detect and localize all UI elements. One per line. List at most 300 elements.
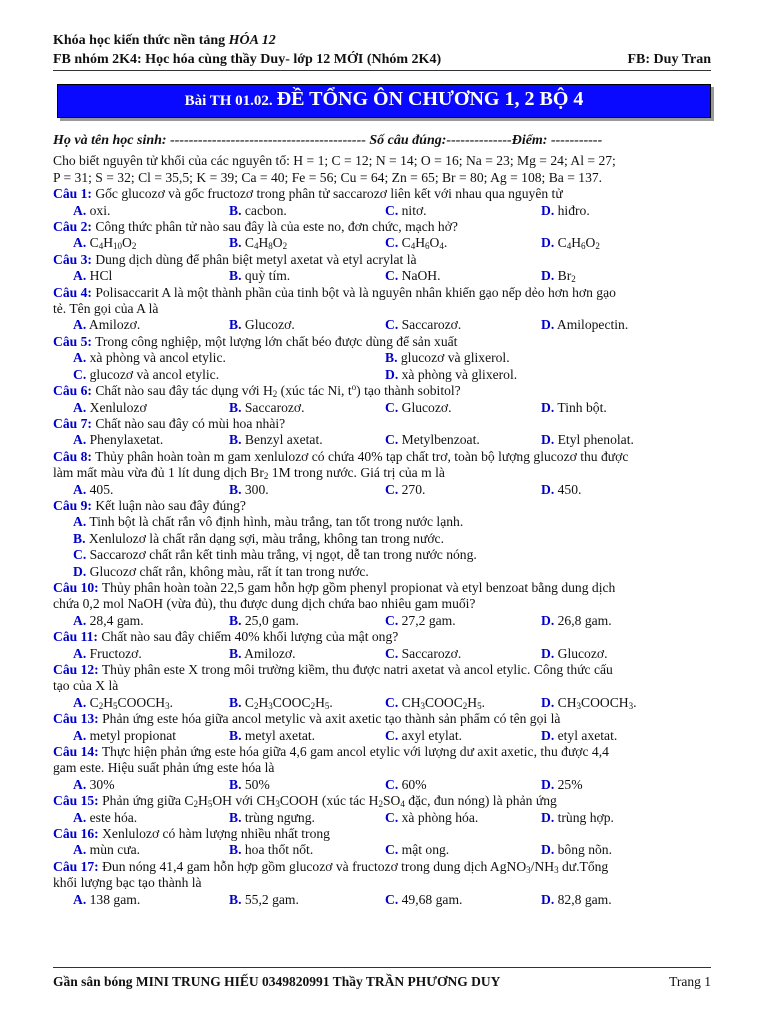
option-label: B. (385, 350, 398, 366)
answer-option[interactable] (385, 777, 541, 793)
question-number: Câu 5: (53, 333, 92, 349)
answer-option[interactable] (73, 482, 229, 498)
option-label: D. (541, 268, 555, 284)
option-label: D. (541, 727, 555, 743)
option-label: C. (385, 612, 399, 628)
option-text: nitơ. (401, 202, 427, 218)
option-label: D. (541, 399, 555, 415)
option-text: Saccarozơ. (401, 645, 462, 661)
option-text: 27,2 gam. (401, 612, 456, 628)
option-label: A. (73, 268, 87, 284)
course-name: HÓA 12 (228, 33, 276, 48)
option-text: $C_4H_{10}O_2$ (89, 235, 137, 252)
option-text: xà phòng và glixerol. (401, 366, 518, 382)
answer-option[interactable] (73, 646, 229, 662)
option-label: B. (229, 481, 242, 497)
answer-options (53, 892, 713, 908)
option-text: Saccarozơ. (244, 399, 305, 415)
option-label: C. (385, 317, 399, 333)
answer-option[interactable] (229, 695, 385, 711)
option-text: Xenlulozơ (89, 399, 147, 415)
answer-option[interactable] (73, 432, 229, 448)
answer-option[interactable] (229, 432, 385, 448)
answer-option[interactable] (73, 235, 229, 251)
answer-option[interactable] (385, 482, 541, 498)
answer-option[interactable] (73, 613, 229, 629)
question-number: Câu 15: (53, 793, 99, 809)
option-label: D. (541, 481, 555, 497)
option-text: 25,0 gam. (244, 612, 299, 628)
option-label: D. (385, 366, 399, 382)
option-label: A. (73, 842, 87, 858)
question-number: Câu 10: (53, 579, 99, 595)
option-label: A. (73, 399, 87, 415)
question-number: Câu 16: (53, 826, 99, 842)
option-label: A. (73, 891, 87, 907)
question-text (53, 580, 713, 596)
question-stem: gam este. Hiệu suất phản ứng este hóa là (53, 760, 275, 776)
option-label: C. (385, 202, 399, 218)
option-label: B. (229, 891, 242, 907)
option-text: Tinh bột là chất rắn vô định hình, màu trắng, tan tốt trong nước lạnh. (89, 514, 464, 530)
question-text (53, 711, 713, 727)
answer-option[interactable] (73, 268, 229, 284)
question-number: Câu 8: (53, 448, 92, 464)
question-stem: Thủy phân este X trong môi trường kiềm, thu được natri axetat và ancol etylic. Công thức cấu (101, 662, 613, 677)
answer-option[interactable] (73, 317, 229, 333)
question-number: Câu 3: (53, 251, 92, 267)
option-text: oxi. (89, 202, 111, 218)
answer-option[interactable] (385, 646, 541, 662)
option-text: Amilozơ. (88, 317, 141, 333)
page-number: Trang 1 (669, 974, 711, 989)
question-text (53, 416, 713, 432)
course-prefix: Khóa học kiến thức nền tảng (53, 33, 226, 48)
answer-option[interactable] (73, 514, 713, 530)
question-number: Câu 1: (53, 186, 92, 202)
answer-option[interactable] (385, 695, 541, 711)
option-text: 49,68 gam. (401, 891, 463, 907)
question-text (53, 662, 713, 678)
question-number: Câu 9: (53, 497, 92, 513)
option-text: xà phòng và ancol etylic. (89, 350, 226, 366)
group-name: FB nhóm 2K4: Học hóa cùng thầy Duy- lớp 12 MỚI (Nhóm 2K4) (53, 52, 442, 67)
question-text (53, 465, 713, 481)
question-stem: Đun nóng 41,4 gam hỗn hợp gồm glucozơ và fructozơ trong dung dịch $AgNO_3/NH_3$ dư.Tổng (102, 858, 609, 875)
option-label: C. (385, 776, 399, 792)
option-label: D. (73, 563, 87, 579)
option-text: Amilopectin. (556, 317, 629, 333)
option-text: 50% (244, 776, 270, 792)
answer-options (53, 514, 713, 580)
answer-option[interactable] (229, 482, 385, 498)
answer-option[interactable] (541, 400, 713, 416)
option-text: trùng hợp. (557, 809, 614, 825)
question-stem: Polisaccarit A là một thành phần của tinh bột và là nguyên nhân khiến gạo nếp dẻo hơn hơn gạo (95, 284, 616, 300)
exercise-code: Bài TH 01.02. (184, 93, 273, 109)
option-label: C. (385, 432, 399, 448)
option-text: 55,2 gam. (244, 891, 299, 907)
answer-option[interactable] (229, 235, 385, 251)
option-text: 405. (89, 481, 114, 497)
question-stem: Thủy phân hoàn toàn m gam xenlulozơ có chứa 40% tạp chất trơ, toàn bộ lượng glucozơ thu được (95, 448, 629, 464)
question-text (53, 826, 713, 842)
option-text: 30% (89, 776, 115, 792)
answer-option[interactable] (541, 613, 713, 629)
question-stem: Phản ứng este hóa giữa ancol metylic và axit axetic tạo thành sản phẩm có tên gọi là (102, 711, 561, 727)
option-label: A. (73, 350, 87, 366)
option-text: mùn cưa. (89, 842, 141, 858)
option-text: 82,8 gam. (557, 891, 612, 907)
option-label: C. (385, 809, 399, 825)
correct-blank: -------------- (446, 133, 512, 148)
option-label: B. (229, 612, 242, 628)
answer-options (53, 317, 713, 333)
question-stem: chứa 0,2 mol NaOH (vừa đủ), thu được dung dịch chứa bao nhiêu gam muối? (53, 596, 476, 612)
question-text (53, 760, 713, 776)
question-text (53, 186, 713, 202)
answer-option[interactable] (385, 432, 541, 448)
option-label: D. (541, 432, 555, 448)
question-text (53, 596, 713, 612)
answer-options (53, 350, 713, 383)
answer-option[interactable] (73, 400, 229, 416)
option-text: Glucozơ. (244, 317, 295, 333)
answer-option[interactable] (229, 842, 385, 858)
answer-option[interactable] (385, 367, 713, 383)
option-text: HCl (89, 268, 113, 284)
answer-option[interactable] (385, 613, 541, 629)
option-label: C. (385, 891, 399, 907)
option-label: B. (73, 530, 86, 546)
answer-option[interactable] (541, 842, 713, 858)
option-label: B. (229, 317, 242, 333)
answer-option[interactable] (541, 268, 713, 284)
question-text (53, 793, 713, 809)
option-text: cacbon. (244, 202, 287, 218)
answer-option[interactable] (73, 695, 229, 711)
question-text (53, 678, 713, 694)
answer-option[interactable] (385, 810, 541, 826)
name-label: Họ và tên học sinh: (53, 133, 167, 148)
option-text: 26,8 gam. (557, 612, 612, 628)
answer-option[interactable] (229, 203, 385, 219)
option-label: C. (73, 547, 87, 563)
question-text (53, 744, 713, 760)
option-label: D. (541, 202, 555, 218)
question-stem: Chất nào sau đây có mùi hoa nhài? (95, 415, 286, 431)
question-number: Câu 12: (53, 662, 99, 677)
option-label: D. (541, 809, 555, 825)
option-text: bông nõn. (557, 842, 612, 858)
question-stem: Dung dịch dùng để phân biệt metyl axetat và etyl acrylat là (95, 251, 417, 267)
option-label: B. (229, 809, 242, 825)
answer-options (53, 400, 713, 416)
option-text: Fructozơ. (89, 645, 142, 661)
answer-option[interactable] (541, 695, 713, 711)
atomic-mass-line: Cho biết nguyên tử khối của các nguyên tố: H = 1; C = 12; N = 14; O = 16; Na = 23; Mg = 24; Al = 27; (53, 153, 616, 169)
option-text: Glucozơ. (557, 645, 608, 661)
answer-options (53, 482, 713, 498)
answer-option[interactable] (73, 350, 385, 366)
question-stem: Kết luận nào sau đây đúng? (95, 497, 246, 513)
answer-option[interactable] (73, 547, 713, 563)
option-label: B. (229, 727, 242, 743)
option-label: A. (73, 235, 87, 251)
option-label: B. (229, 694, 242, 710)
answer-options (53, 268, 713, 284)
option-label: A. (73, 432, 87, 448)
footer (53, 967, 711, 990)
option-label: A. (73, 202, 87, 218)
option-text: glucozơ và glixerol. (400, 350, 510, 366)
answer-option[interactable] (385, 728, 541, 744)
option-text: 450. (557, 481, 582, 497)
answer-option[interactable] (229, 317, 385, 333)
answer-option[interactable] (541, 646, 713, 662)
option-text: $C_4H_6O_4$. (401, 235, 448, 252)
header-line-2 (53, 52, 711, 68)
option-label: A. (73, 776, 87, 792)
question-stem: khối lượng bạc tạo thành là (53, 875, 202, 891)
option-label: B. (229, 842, 242, 858)
question-stem: Chất nào sau đây tác dụng với $H_2$ (xúc tác Ni, $t^o$) tạo thành sobitol? (95, 382, 461, 400)
option-text: etyl axetat. (557, 727, 618, 743)
answer-option[interactable] (541, 482, 713, 498)
score-label: Điểm: (511, 133, 548, 148)
question-stem: Thủy phân hoàn toàn 22,5 gam hỗn hợp gồm phenyl propionat và etyl benzoat bằng dung dịch (101, 579, 616, 595)
answer-option[interactable] (385, 235, 541, 251)
question-text (53, 875, 713, 891)
question-text (53, 449, 713, 465)
option-label: C. (385, 645, 399, 661)
option-text: $Br_2$ (557, 268, 576, 285)
option-text: 28,4 gam. (89, 612, 144, 628)
answer-option[interactable] (541, 728, 713, 744)
option-label: C. (385, 399, 399, 415)
option-text: trùng ngưng. (244, 809, 315, 825)
option-text: Phenylaxetat. (89, 432, 164, 448)
option-text: NaOH. (401, 268, 441, 284)
option-text: Benzyl axetat. (244, 432, 323, 448)
option-text: Etyl phenolat. (557, 432, 634, 448)
option-label: D. (541, 645, 555, 661)
option-label: D. (541, 776, 555, 792)
answer-option[interactable] (541, 317, 713, 333)
footer-contact: Gần sân bóng MINI TRUNG HIẾU 0349820991 Thầy TRẦN PHƯƠNG DUY (53, 974, 501, 989)
question-text (53, 383, 713, 399)
answer-option[interactable] (385, 400, 541, 416)
option-text: 25% (557, 776, 583, 792)
question-stem: Xenlulozơ có hàm lượng nhiều nhất trong (102, 826, 330, 842)
answer-option[interactable] (229, 777, 385, 793)
answer-options (53, 432, 713, 448)
answer-option[interactable] (229, 810, 385, 826)
question-stem: Phản ứng giữa $C_2H_5OH$ với $CH_3COOH$ (xúc tác $H_2SO_4$ đặc, đun nóng) là phản ứng (102, 793, 557, 810)
option-text: $C_4H_8O_2$ (244, 235, 288, 252)
answer-options (53, 842, 713, 858)
answer-option[interactable] (385, 350, 713, 366)
option-label: B. (229, 399, 242, 415)
option-label: B. (229, 645, 242, 661)
question-stem: Trong công nghiệp, một lượng lớn chất béo được dùng để sản xuất (95, 333, 458, 349)
option-label: C. (385, 235, 399, 251)
option-text: Metylbenzoat. (401, 432, 480, 448)
answer-option[interactable] (229, 892, 385, 908)
answer-option[interactable] (229, 613, 385, 629)
option-text: hiđro. (557, 202, 590, 218)
option-label: D. (541, 235, 555, 251)
answer-options (53, 777, 713, 793)
name-blank: ------------------------------------------ (170, 133, 366, 148)
answer-option[interactable] (73, 728, 229, 744)
page-title: ĐỀ TỔNG ÔN CHƯƠNG 1, 2 BỘ 4 (276, 88, 584, 110)
option-label: B. (229, 432, 242, 448)
option-text: Glucozơ chất rắn, không màu, rất ít tan trong nước. (89, 563, 369, 579)
answer-option[interactable] (229, 268, 385, 284)
answer-options (53, 728, 713, 744)
option-label: A. (73, 317, 87, 333)
question-number: Câu 11: (53, 629, 98, 645)
answer-option[interactable] (385, 203, 541, 219)
option-label: C. (385, 727, 399, 743)
header-line-1 (53, 33, 711, 49)
option-label: D. (541, 891, 555, 907)
answer-option[interactable] (73, 564, 713, 580)
option-label: B. (229, 202, 242, 218)
answer-option[interactable] (73, 203, 229, 219)
answer-option[interactable] (73, 367, 385, 383)
option-label: A. (73, 481, 87, 497)
question-number: Câu 14: (53, 744, 99, 760)
option-text: axyl etylat. (401, 727, 463, 743)
answer-option[interactable] (73, 842, 229, 858)
question-number: Câu 7: (53, 415, 92, 431)
question-number: Câu 6: (53, 383, 92, 399)
option-label: D. (541, 612, 555, 628)
answer-option[interactable] (385, 268, 541, 284)
student-info (53, 133, 713, 149)
question-stem: Công thức phân tử nào sau đây là của este no, đơn chức, mạch hở? (95, 219, 458, 235)
question-number: Câu 17: (53, 858, 99, 874)
option-text: 60% (401, 776, 427, 792)
answer-option[interactable] (73, 810, 229, 826)
question-list (53, 133, 713, 908)
option-text: Glucozơ. (401, 399, 452, 415)
atomic-mass-line: P = 31; S = 32; Cl = 35,5; K = 39; Ca = 40; Fe = 56; Cu = 64; Zn = 65; Br = 80; Ag = 108; Ba = 137. (53, 169, 603, 185)
option-label: A. (73, 645, 87, 661)
answer-option[interactable] (73, 777, 229, 793)
option-label: A. (73, 694, 87, 710)
option-label: A. (73, 809, 87, 825)
title-banner (57, 84, 711, 118)
option-text: $CH_3COOCH_3$. (557, 694, 637, 711)
correct-label: Số câu đúng: (369, 133, 447, 148)
option-text: $C_2H_3COOC_2H_5$. (244, 694, 333, 711)
answer-option[interactable] (385, 892, 541, 908)
answer-option[interactable] (73, 531, 713, 547)
question-text (53, 629, 713, 645)
answer-option[interactable] (385, 317, 541, 333)
option-text: Saccarozơ. (401, 317, 462, 333)
option-text: $CH_3COOC_2H_5$. (401, 694, 486, 711)
option-text: este hóa. (89, 809, 138, 825)
option-text: $C_4H_6O_2$ (557, 235, 600, 252)
question-text (53, 285, 713, 301)
question-text (53, 334, 713, 350)
answer-option[interactable] (541, 235, 713, 251)
option-label: C. (385, 694, 399, 710)
option-text: $C_2H_5COOCH_3$. (89, 694, 174, 711)
option-text: 300. (244, 481, 269, 497)
question-stem: làm mất màu vừa đủ 1 lít dung dịch $Br_2$ 1M trong nước. Giá trị của m là (53, 465, 445, 482)
question-text (53, 498, 713, 514)
answer-option[interactable] (541, 810, 713, 826)
option-text: xà phòng hóa. (401, 809, 479, 825)
answer-option[interactable] (541, 203, 713, 219)
option-label: D. (541, 842, 555, 858)
option-text: glucozơ và ancol etylic. (89, 366, 220, 382)
answer-option[interactable] (229, 400, 385, 416)
option-label: A. (73, 727, 87, 743)
option-text: metyl axetat. (244, 727, 316, 743)
answer-option[interactable] (385, 842, 541, 858)
answer-option[interactable] (541, 432, 713, 448)
answer-options (53, 613, 713, 629)
question-stem: Thực hiện phản ứng este hóa giữa 4,6 gam ancol etylic với lượng dư axit axetic, thu được 4,4 (101, 744, 609, 760)
option-text: metyl propionat (89, 727, 177, 743)
option-text: Tinh bột. (557, 399, 607, 415)
question-text (53, 219, 713, 235)
fb-name: FB: Duy Tran (627, 52, 711, 67)
option-label: C. (73, 366, 87, 382)
option-text: 138 gam. (89, 891, 141, 907)
option-text: 270. (401, 481, 426, 497)
option-label: B. (229, 776, 242, 792)
answer-option[interactable] (229, 728, 385, 744)
option-label: C. (385, 481, 399, 497)
answer-option[interactable] (541, 777, 713, 793)
option-label: D. (541, 317, 555, 333)
option-label: A. (73, 612, 87, 628)
question-number: Câu 4: (53, 284, 92, 300)
question-stem: tẻ. Tên gọi của A là (53, 301, 159, 317)
question-number: Câu 13: (53, 711, 99, 727)
answer-options (53, 646, 713, 662)
option-text: Saccarozơ chất rắn kết tinh màu trắng, vị ngọt, dễ tan trong nước nóng. (89, 547, 477, 563)
question-stem: Gốc glucozơ và gốc fructozơ trong phân tử saccarozơ liên kết với nhau qua nguyên tử (95, 186, 563, 202)
question-number: Câu 2: (53, 219, 92, 235)
answer-option[interactable] (229, 646, 385, 662)
option-label: A. (73, 514, 87, 530)
header-divider (53, 70, 711, 71)
option-label: B. (229, 235, 242, 251)
answer-options (53, 810, 713, 826)
answer-option[interactable] (541, 892, 713, 908)
option-label: D. (541, 694, 555, 710)
answer-options (53, 235, 713, 251)
score-blank: ----------- (550, 133, 603, 148)
answer-option[interactable] (73, 892, 229, 908)
question-stem: tạo của X là (53, 678, 119, 694)
option-text: Xenlulozơ là chất rắn dạng sợi, màu trắng, không tan trong nước. (88, 530, 444, 546)
option-text: hoa thốt nốt. (244, 842, 314, 858)
option-text: Amilozơ. (244, 645, 296, 661)
option-label: C. (385, 842, 399, 858)
question-stem: Chất nào sau đây chiếm 40% khối lượng của mật ong? (101, 629, 399, 645)
question-text (53, 252, 713, 268)
option-text: mật ong. (401, 842, 450, 858)
